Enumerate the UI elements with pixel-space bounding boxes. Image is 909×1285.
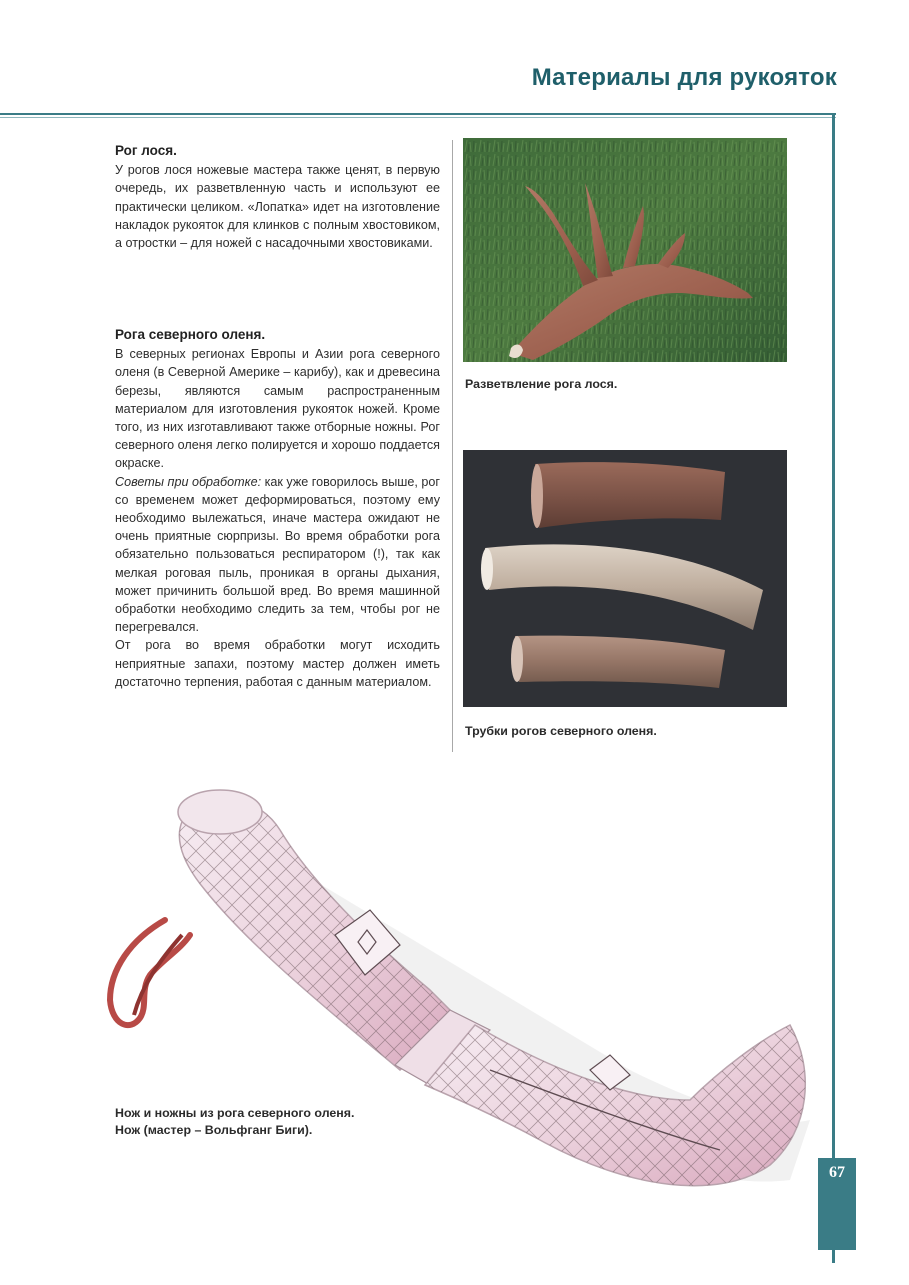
header-rule bbox=[0, 113, 836, 115]
section-heading: Рога северного оленя. bbox=[115, 327, 266, 342]
moose-antler-caption: Разветвление рога лося. bbox=[465, 377, 618, 391]
section-moose-antler bbox=[115, 142, 440, 252]
page-number: 67 bbox=[829, 1164, 845, 1181]
knife-caption-line2: Нож (мастер – Вольфганг Биги). bbox=[115, 1123, 313, 1137]
body-paragraph: У рогов лося ножевые мастера также ценят, в первую очередь, их разветвленную часть и используют ее практически целиком. «Лопатка» идет на изготовление накладок рукояток для клинков с полным хвостовиком, а отростки – для ножей с насадочными хвостовиками. bbox=[115, 163, 440, 251]
moose-antler-photo bbox=[463, 138, 787, 362]
knife-and-sheath-photo bbox=[70, 770, 830, 1210]
knife-caption bbox=[115, 1105, 354, 1139]
body-paragraph: От рога во время обработки могут исходить неприятные запахи, поэтому мастер должен иметь достаточно терпения, работая с данным материалом. bbox=[115, 638, 440, 689]
body-paragraph: В северных регионах Европы и Азии рога северного оленя (в Северной Америке – карибу), как и древесина березы, являются самым распространенным материалом для изготовления рукояток ножей. Кроме того, из них изготавливают также отборные ножны. Рог северного оленя легко полируется и хорошо поддается окраске. bbox=[115, 347, 440, 471]
tips-text: как уже говорилось выше, рог со временем может деформироваться, поэтому ему необходимо вылежаться, иначе мастера ожидают не очень приятные сюрпризы. Во время обработки рога обязательно пользоваться респиратором (!), так как мелкая роговая пыль, проникая в органы дыхания, может причинить большой вред. Во время машинной обработки необходимо следить за тем, чтобы рог не перегревался. bbox=[115, 474, 441, 635]
body-paragraph-tips bbox=[115, 473, 440, 637]
section-heading: Рог лося. bbox=[115, 143, 177, 158]
chapter-title: Материалы для рукояток bbox=[531, 64, 837, 91]
tips-label: Советы при обработке: bbox=[115, 474, 262, 489]
right-margin-rule bbox=[832, 113, 835, 1263]
reindeer-tubes-photo bbox=[463, 450, 787, 707]
reindeer-tubes-caption: Трубки рогов северного оленя. bbox=[465, 724, 657, 738]
knife-caption-line1: Нож и ножны из рога северного оленя. bbox=[115, 1106, 355, 1120]
section-reindeer-antler bbox=[115, 326, 440, 691]
column-divider bbox=[452, 140, 453, 752]
header-rule-thin bbox=[0, 117, 836, 118]
